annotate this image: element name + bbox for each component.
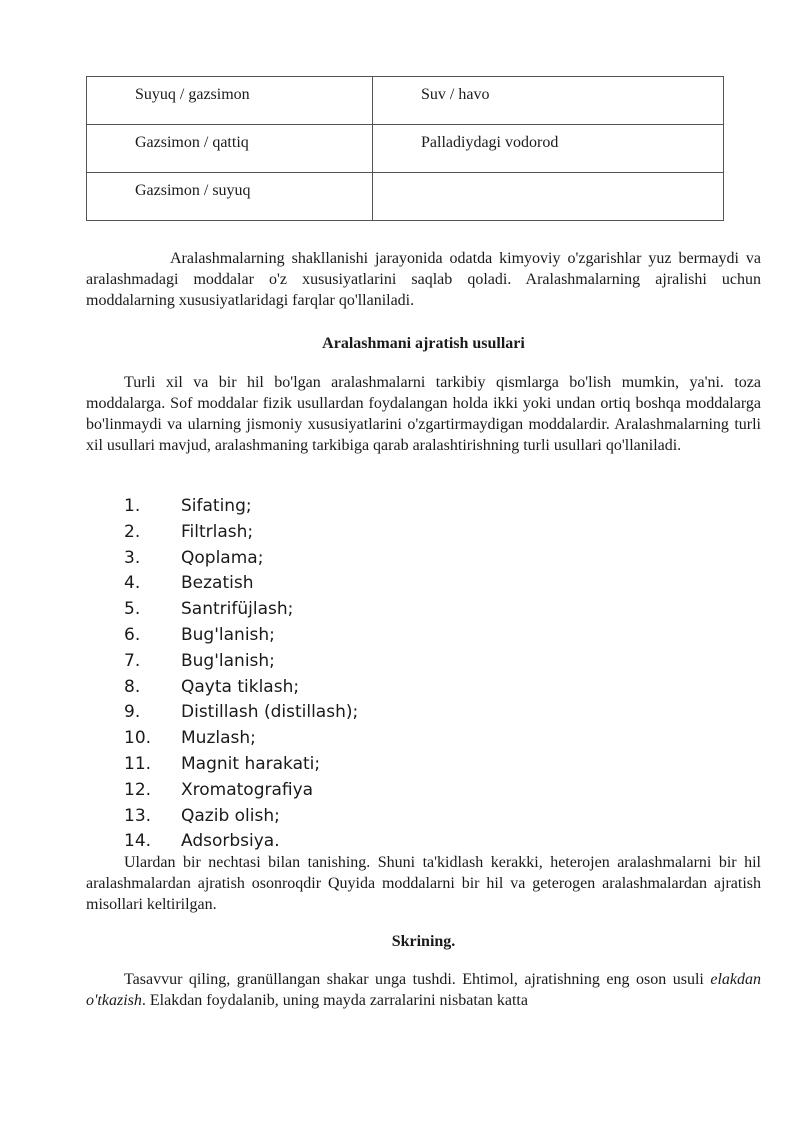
list-item: [124, 700, 358, 726]
list-item: [124, 623, 358, 649]
list-number: 2.: [124, 521, 141, 542]
table-row: [87, 77, 724, 125]
screening-italic-term: elakdan o'tkazish: [86, 971, 761, 1009]
intro-paragraph: Aralashmalarning shakllanishi jarayonida odatda kimyoviy o'zgarishlar yuz bermaydi va aralashmadagi moddalar o'z xususiyatlarini saqlab qoladi. Aralashmalarning ajralishi uchun moddalarning xususiyatlaridagi farqlar qo'llaniladi.: [86, 250, 761, 309]
screening-heading: Skrining.: [391, 933, 456, 950]
mixture-table: [86, 76, 724, 221]
list-number: 14.: [124, 831, 152, 852]
list-item: [124, 520, 358, 546]
list-label: Distillash (distillash);: [181, 702, 359, 723]
table-cell: Palladiydagi vodorod: [373, 125, 724, 173]
methods-list: [124, 494, 358, 855]
list-item: [124, 675, 358, 701]
list-number: 5.: [124, 599, 141, 620]
list-label: Qazib olish;: [181, 805, 280, 826]
list-item: [124, 804, 358, 830]
list-number: 4.: [124, 573, 141, 594]
list-label: Bug'lanish;: [181, 650, 275, 671]
list-number: 8.: [124, 676, 141, 697]
list-number: 9.: [124, 702, 141, 723]
list-label: Qoplama;: [181, 547, 264, 568]
screening-text-start: Tasavvur qiling, granüllangan shakar unga tushdi. Ehtimol, ajratishning eng oson usuli: [124, 971, 711, 988]
table-cell: Gazsimon / qattiq: [87, 125, 373, 173]
list-label: Xromatografiya: [181, 779, 314, 800]
list-item: [124, 571, 358, 597]
list-item: [124, 726, 358, 752]
list-item: [124, 597, 358, 623]
list-label: Filtrlash;: [181, 521, 254, 542]
list-number: 12.: [124, 779, 152, 800]
list-item: [124, 546, 358, 572]
table-cell: [373, 173, 724, 221]
list-label: Qayta tiklash;: [181, 676, 300, 697]
list-label: Bug'lanish;: [181, 624, 275, 645]
table-row: [87, 173, 724, 221]
section-heading: Aralashmani ajratish usullari: [322, 335, 525, 352]
list-label: Magnit harakati;: [181, 753, 321, 774]
list-item: [124, 752, 358, 778]
list-number: 11.: [124, 753, 152, 774]
list-label: Sifating;: [181, 496, 252, 516]
list-label: Santrifüjlash;: [181, 599, 294, 620]
list-number: 13.: [124, 805, 152, 826]
table-cell: Suv / havo: [373, 77, 724, 125]
table-cell: Gazsimon / suyuq: [87, 173, 373, 221]
list-number: 3.: [124, 547, 141, 568]
table-row: [87, 125, 724, 173]
table-cell: Suyuq / gazsimon: [87, 77, 373, 125]
after-list-paragraph: Ulardan bir nechtasi bilan tanishing. Shuni ta'kidlash kerakki, heterojen aralashmalarni bir hil aralashmalardan ajratish osonroqdir Quyida moddalarni bir hil va geterogen aralashmalardan ajratish misollari keltirilgan.: [86, 854, 761, 913]
list-item: [124, 649, 358, 675]
list-label: Bezatish: [181, 573, 254, 594]
screening-paragraph: [86, 969, 761, 1011]
list-label: Muzlash;: [181, 728, 256, 749]
list-item: [124, 494, 358, 520]
list-number: 10.: [124, 728, 152, 749]
list-label: Adsorbsiya.: [181, 831, 280, 852]
section-paragraph: Turli xil va bir hil bo'lgan aralashmalarni tarkibiy qismlarga bo'lish mumkin, ya'ni. toza moddalarga. Sof moddalar fizik usullardan foydalangan holda ikki yoki undan ortiq boshqa moddalarga bo'linmaydi va ularning jismoniy xususiyatlarini o'zgartirmaydigan moddalardir. Aralashmalarning turli xil usullari mavjud, aralashmaning tarkibiga qarab aralashtirishning turli usullari qo'llaniladi.: [86, 374, 761, 454]
list-number: 6.: [124, 624, 141, 645]
screening-text-end: . Elakdan foydalanib, uning mayda zarralarini nisbatan katta: [141, 992, 528, 1009]
list-number: 1.: [124, 496, 141, 516]
list-number: 7.: [124, 650, 141, 671]
list-item: [124, 778, 358, 804]
